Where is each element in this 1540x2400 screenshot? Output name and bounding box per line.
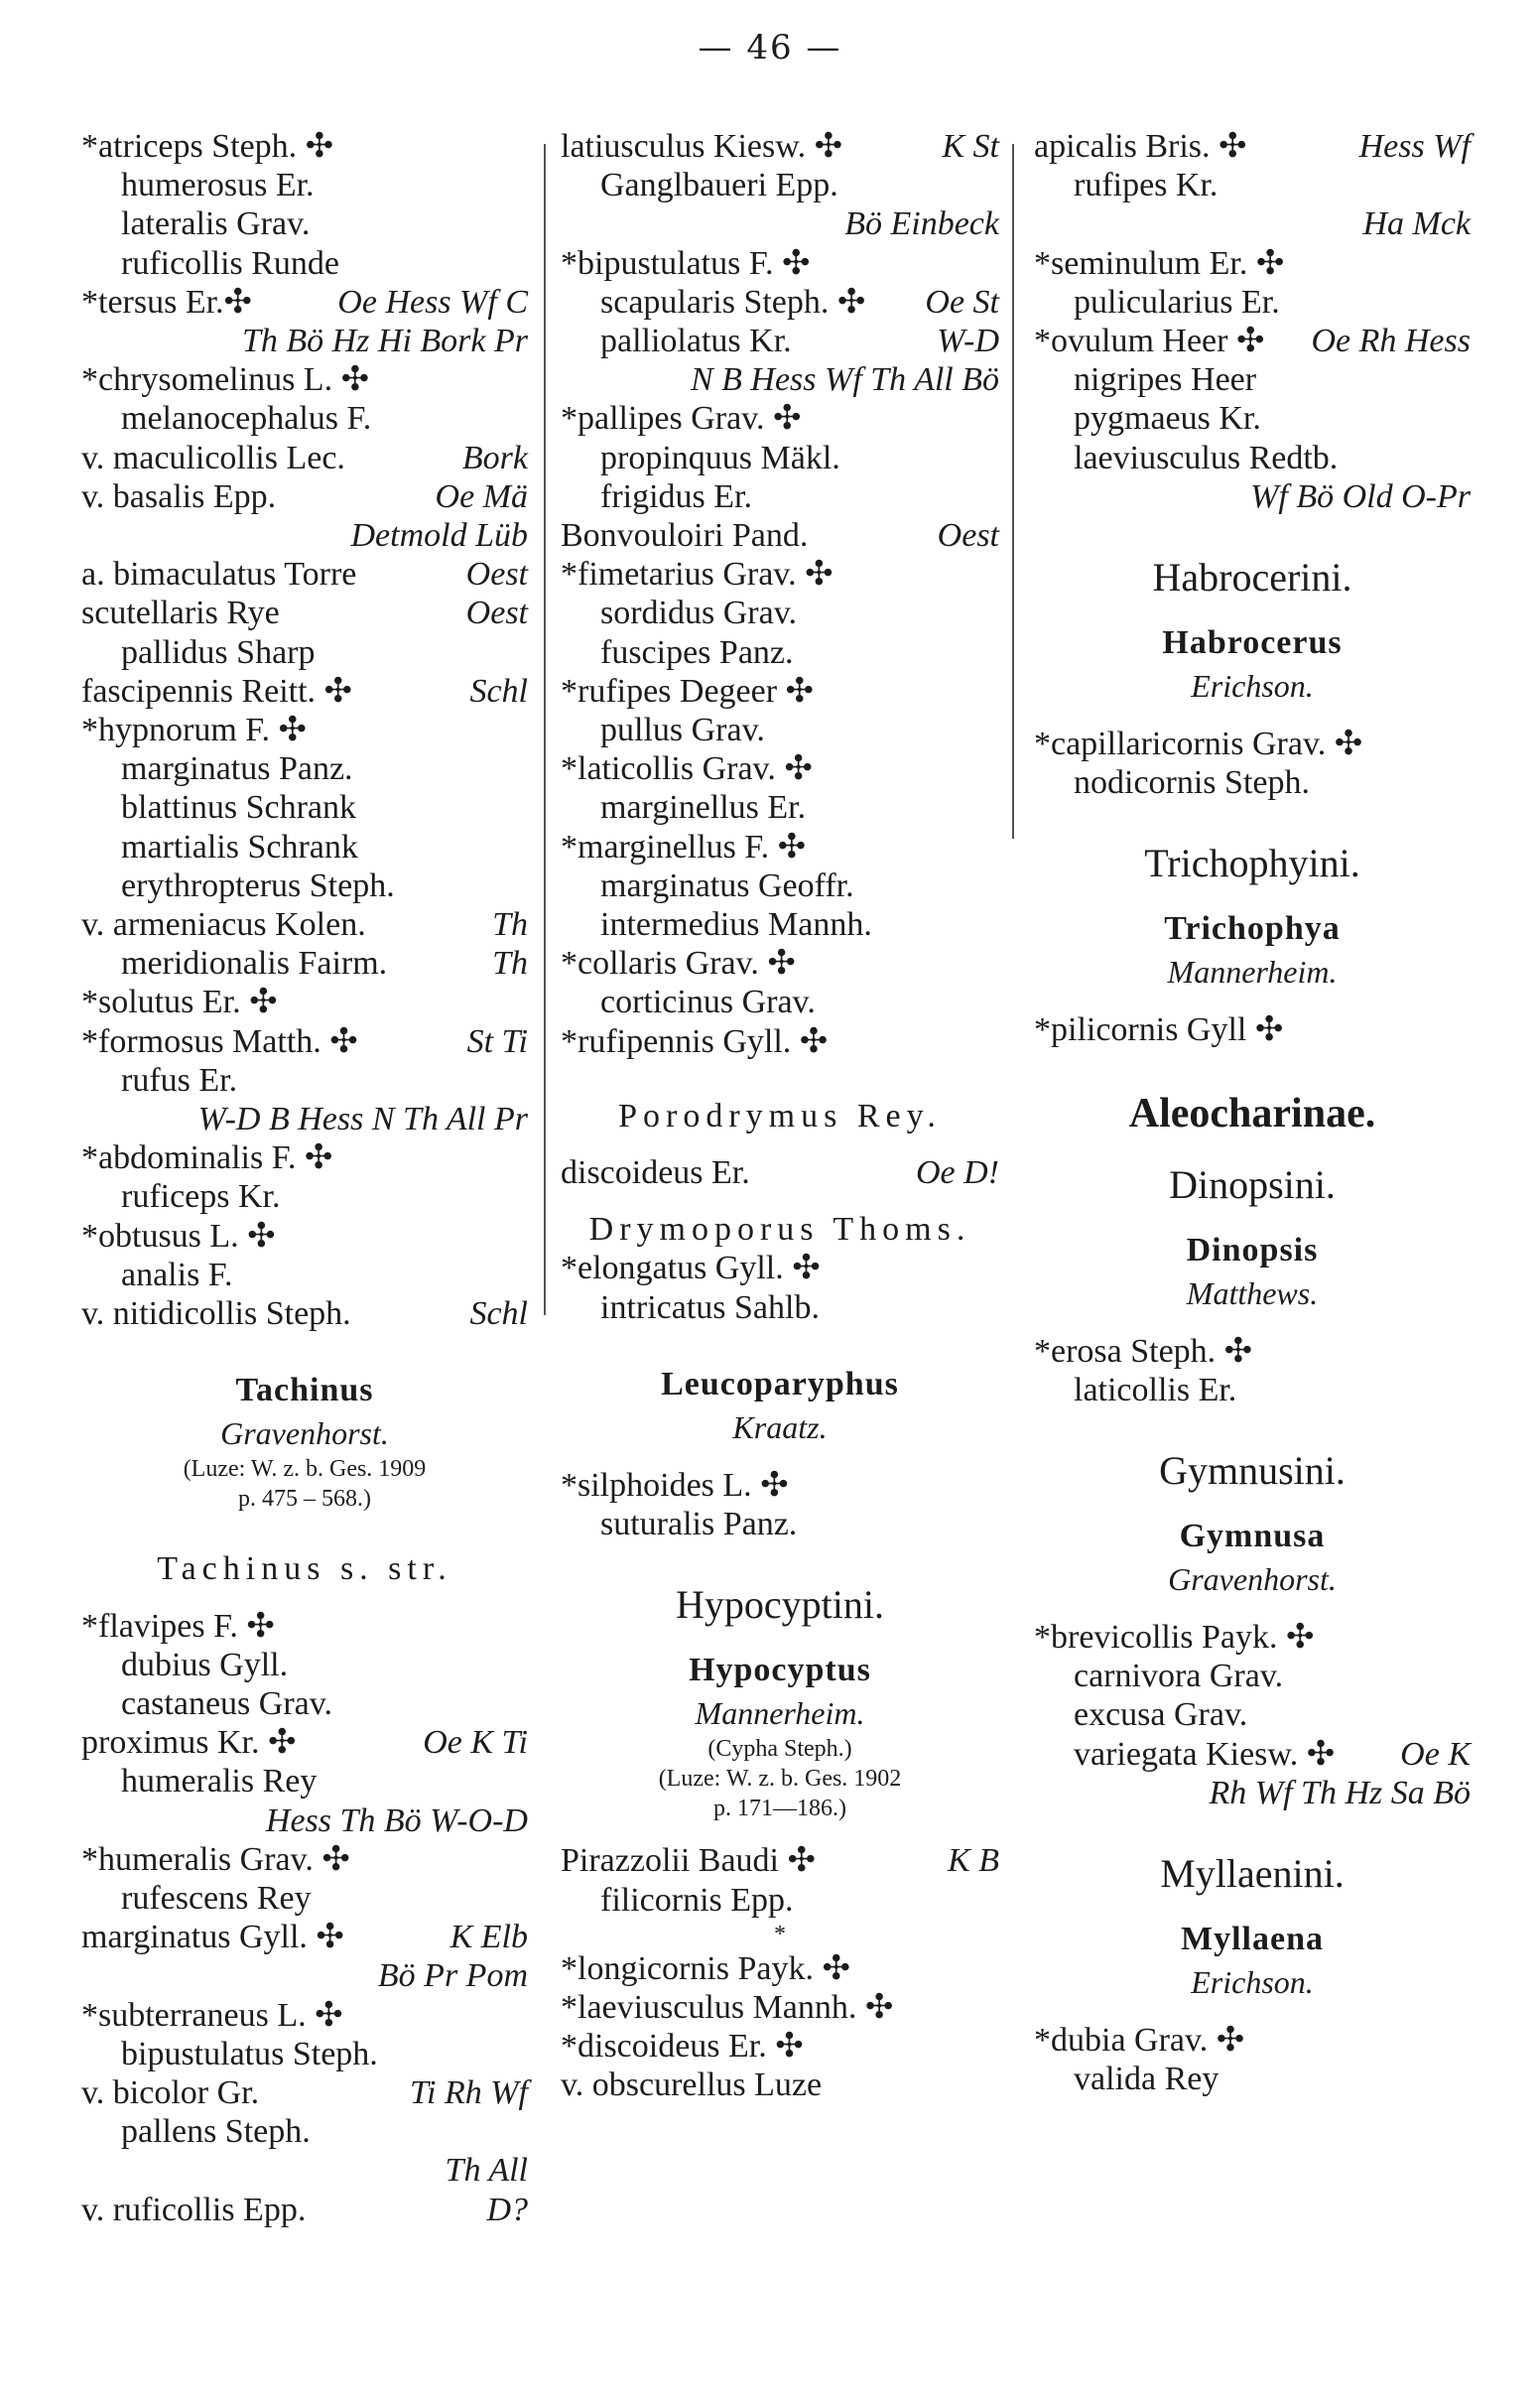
- species-entry: [81, 594, 528, 632]
- species-name: Th All: [445, 2152, 528, 2190]
- species-name: pulicularius Er.: [1074, 283, 1280, 321]
- distribution-line: [81, 516, 528, 555]
- species-entry: [1034, 2060, 1471, 2098]
- species-entry: [81, 1723, 528, 1762]
- species-entry: [1034, 166, 1471, 204]
- species-name: v. basalis Epp.: [81, 477, 277, 515]
- species-name: v. nitidicollis Steph.: [81, 1295, 351, 1333]
- species-name: meridionalis Fairm.: [121, 945, 388, 983]
- species-entry: [81, 1217, 528, 1256]
- species-entry: [561, 244, 999, 283]
- species-entry: [81, 672, 528, 711]
- locality-codes: Th: [492, 906, 528, 944]
- species-name: *formosus Matth. ✣: [81, 1022, 358, 1060]
- genus-author: Erichson.: [1191, 668, 1314, 705]
- species-name: pallidus Sharp: [121, 633, 316, 671]
- species-entry: [81, 283, 528, 322]
- species-entry: [1034, 2021, 1471, 2060]
- species-name: v. armeniacus Kolen.: [81, 906, 366, 944]
- species-name: Wf Bö Old O-Pr: [1250, 477, 1471, 515]
- species-name: *dubia Grav. ✣: [1034, 2022, 1245, 2060]
- distribution-line: [1034, 477, 1471, 516]
- species-name: dubius Gyll.: [121, 1646, 289, 1683]
- species-name: rufescens Rey: [121, 1879, 312, 1917]
- species-name: ruficeps Kr.: [121, 1178, 281, 1216]
- species-name: *collaris Grav. ✣: [561, 945, 796, 983]
- distribution-line: [1034, 1774, 1471, 1812]
- species-name: nodicornis Steph.: [1074, 764, 1310, 802]
- spacer: [1034, 1409, 1471, 1445]
- species-name: Hess Th Bö W-O-D: [265, 1801, 528, 1839]
- species-entry: [81, 1879, 528, 1918]
- subfamily-heading: Aleocharinae.: [1128, 1090, 1376, 1136]
- page-number: — 46 —: [698, 28, 842, 67]
- species-entry: [81, 1061, 528, 1100]
- locality-codes: Oe Hess Wf C: [337, 283, 528, 321]
- species-name: *erosa Steph. ✣: [1034, 1332, 1253, 1370]
- species-entry: [561, 711, 999, 749]
- subgenus-heading: Drymoporus Thoms.: [588, 1211, 971, 1249]
- distribution-line: [561, 360, 999, 399]
- locality-codes: K Elb: [449, 1919, 528, 1956]
- reference-note: (Luze: W. z. b. Ges. 1909: [183, 1456, 427, 1483]
- tribe-heading: Myllaenini.: [1160, 1851, 1345, 1897]
- distribution-line: [81, 1801, 528, 1840]
- species-name: *fimetarius Grav. ✣: [561, 556, 834, 594]
- species-name: *discoideus Er. ✣: [561, 2028, 804, 2066]
- species-entry: [561, 1153, 999, 1192]
- tribe-heading: Dinopsini.: [1169, 1161, 1336, 1207]
- species-name: *marginellus F. ✣: [561, 828, 807, 866]
- species-name: fascipennis Reitt. ✣: [81, 672, 353, 710]
- tribe-heading: Gymnusini.: [1159, 1448, 1346, 1494]
- species-name: Ganglbaueri Epp.: [600, 167, 838, 204]
- species-name: analis F.: [121, 1256, 233, 1293]
- species-name: suturalis Panz.: [600, 1506, 798, 1543]
- species-entry: [561, 905, 999, 944]
- species-entry: [1034, 439, 1471, 477]
- species-name: ruficollis Runde: [121, 244, 340, 282]
- column-rule: [1012, 144, 1014, 839]
- locality-codes: Bork: [461, 439, 528, 476]
- species-entry: [81, 2035, 528, 2073]
- species-name: *humeralis Grav. ✣: [81, 1840, 350, 1878]
- distribution-line: [81, 1100, 528, 1138]
- column-left: [81, 127, 528, 2229]
- reference-note: (Cypha Steph.): [707, 1736, 852, 1763]
- spacer: [1034, 1314, 1471, 1332]
- spacer: [561, 1135, 999, 1153]
- column-middle: [561, 127, 999, 2105]
- genus-author: Gravenhorst.: [1168, 1561, 1337, 1598]
- species-entry: [1034, 1618, 1471, 1657]
- spacer: [1034, 1141, 1471, 1159]
- species-entry: [81, 439, 528, 477]
- species-entry: [81, 1022, 528, 1061]
- spacer: [1034, 2003, 1471, 2021]
- species-name: excusa Grav.: [1074, 1696, 1248, 1734]
- species-name: erythropterus Steph.: [121, 867, 395, 904]
- species-entry: [81, 2112, 528, 2151]
- tribe-heading: Habrocerini.: [1152, 555, 1352, 600]
- species-name: *rufipes Degeer ✣: [561, 672, 815, 710]
- spacer: [561, 1543, 999, 1579]
- species-name: bipustulatus Steph.: [121, 2035, 378, 2072]
- species-name: rufus Er.: [121, 1061, 238, 1099]
- species-name: a. bimaculatus Torre: [81, 556, 357, 594]
- spacer: [1034, 993, 1471, 1010]
- species-name: sordidus Grav.: [600, 595, 797, 632]
- locality-codes: Th: [492, 945, 528, 983]
- species-name: *bipustulatus F. ✣: [561, 244, 811, 282]
- spacer: [1034, 516, 1471, 552]
- locality-codes: Oe K: [1400, 1735, 1471, 1773]
- species-name: *silphoides L. ✣: [561, 1466, 789, 1504]
- species-entry: [561, 399, 999, 438]
- species-entry: [81, 1762, 528, 1800]
- species-entry: [1034, 1010, 1471, 1049]
- species-entry: [561, 477, 999, 516]
- species-entry: [561, 1881, 999, 1920]
- species-name: Bonvouloiri Pand.: [561, 517, 809, 555]
- species-entry: [561, 1288, 999, 1327]
- species-name: v. maculicollis Lec.: [81, 439, 345, 476]
- species-entry: [81, 1684, 528, 1723]
- tribe-heading: Trichophyini.: [1144, 841, 1360, 886]
- spacer: [1034, 707, 1471, 725]
- species-entry: [1034, 322, 1471, 360]
- species-entry: [81, 1840, 528, 1879]
- species-entry: [81, 1177, 528, 1216]
- species-entry: [81, 867, 528, 905]
- species-entry: [1034, 360, 1471, 399]
- species-entry: [561, 1841, 999, 1880]
- species-name: marginellus Er.: [600, 789, 807, 827]
- species-name: discoideus Er.: [561, 1154, 750, 1192]
- locality-codes: Schl: [469, 1295, 528, 1333]
- genus-heading: Trichophya: [1164, 910, 1341, 948]
- reference-note: p. 475 – 568.): [238, 1486, 371, 1513]
- species-entry: [561, 555, 999, 594]
- species-entry: [81, 1646, 528, 1684]
- species-name: castaneus Grav.: [121, 1684, 333, 1722]
- species-entry: [561, 633, 999, 672]
- spacer: [561, 1327, 999, 1363]
- genus-author: Gravenhorst.: [220, 1415, 389, 1452]
- distribution-line: [81, 2151, 528, 2190]
- species-name: *hypnorum F. ✣: [81, 712, 307, 749]
- genus-author: Mannerheim.: [695, 1695, 865, 1732]
- species-entry: [81, 399, 528, 438]
- species-entry: [1034, 283, 1471, 322]
- species-entry: [561, 828, 999, 867]
- species-entry: [81, 477, 528, 516]
- species-name: humerosus Er.: [121, 167, 315, 204]
- locality-codes: Oe St: [925, 283, 999, 321]
- species-entry: [561, 867, 999, 905]
- species-name: lateralis Grav.: [121, 205, 311, 243]
- species-name: proximus Kr. ✣: [81, 1724, 297, 1762]
- species-name: valida Rey: [1074, 2061, 1219, 2098]
- species-entry: [561, 2027, 999, 2066]
- species-entry: [1034, 1332, 1471, 1371]
- species-name: *abdominalis F. ✣: [81, 1139, 333, 1177]
- species-entry: [561, 322, 999, 360]
- species-name: *laticollis Grav. ✣: [561, 750, 813, 788]
- species-entry: [1034, 399, 1471, 438]
- species-name: humeralis Rey: [121, 1763, 318, 1800]
- species-entry: [81, 244, 528, 283]
- species-name: Bö Pr Pom: [377, 1957, 528, 1995]
- species-name: frigidus Er.: [600, 477, 752, 515]
- species-entry: [561, 439, 999, 477]
- species-name: *laeviusculus Mannh. ✣: [561, 1988, 894, 2026]
- subgenus-heading: Porodrymus Rey.: [618, 1097, 942, 1134]
- species-name: N B Hess Wf Th All Bö: [690, 361, 999, 399]
- locality-codes: W-D: [937, 323, 999, 360]
- species-name: v. bicolor Gr.: [81, 2073, 260, 2111]
- asterisk-mark: *: [774, 1921, 786, 1947]
- species-name: Rh Wf Th Hz Sa Bö: [1209, 1774, 1471, 1811]
- spacer: [1034, 1050, 1471, 1086]
- species-name: carnivora Grav.: [1074, 1658, 1284, 1695]
- genus-heading: Tachinus: [235, 1372, 374, 1409]
- genus-heading: Gymnusa: [1179, 1518, 1326, 1555]
- species-entry: [81, 633, 528, 672]
- spacer: [561, 1631, 999, 1649]
- species-name: laeviusculus Redtb.: [1074, 439, 1339, 476]
- species-name: *subterraneus L. ✣: [81, 1996, 343, 2034]
- distribution-line: [81, 1956, 528, 1995]
- species-entry: [81, 1918, 528, 1956]
- species-name: *pilicornis Gyll ✣: [1034, 1011, 1284, 1049]
- locality-codes: D?: [486, 2191, 528, 2228]
- species-name: *capillaricornis Grav. ✣: [1034, 726, 1363, 763]
- species-name: apicalis Bris. ✣: [1034, 128, 1247, 165]
- species-name: marginatus Geoffr.: [600, 867, 854, 904]
- species-entry: [81, 1996, 528, 2035]
- spacer: [561, 1061, 999, 1097]
- species-entry: [81, 204, 528, 243]
- species-name: v. obscurellus Luze: [561, 2067, 823, 2104]
- species-entry: [81, 1607, 528, 1646]
- species-name: intricatus Sahlb.: [600, 1288, 820, 1326]
- column-right: [1034, 127, 1471, 2098]
- spacer: [561, 1448, 999, 1466]
- species-entry: [561, 2066, 999, 2104]
- species-entry: [81, 905, 528, 944]
- reference-note: p. 171—186.): [713, 1796, 846, 1822]
- species-name: Pirazzolii Baudi ✣: [561, 1842, 816, 1880]
- species-name: Bö Einbeck: [844, 205, 999, 243]
- species-name: *ovulum Heer ✣: [1034, 323, 1265, 360]
- distribution-line: [561, 204, 999, 243]
- spacer: [81, 1333, 528, 1369]
- species-name: W-D B Hess N Th All Pr: [197, 1101, 528, 1138]
- species-name: *longicornis Payk. ✣: [561, 1949, 850, 1987]
- spacer: [81, 1589, 528, 1607]
- locality-codes: Oe Rh Hess: [1311, 323, 1471, 360]
- species-name: laticollis Er.: [1074, 1371, 1237, 1408]
- species-entry: [561, 1022, 999, 1061]
- species-name: scutellaris Rye: [81, 595, 280, 632]
- species-name: *elongatus Gyll. ✣: [561, 1250, 821, 1287]
- locality-codes: St Ti: [466, 1022, 528, 1060]
- species-name: variegata Kiesw. ✣: [1074, 1735, 1336, 1773]
- spacer: [1034, 1211, 1471, 1229]
- genus-author: Erichson.: [1191, 1964, 1314, 2001]
- locality-codes: Oest: [937, 517, 999, 555]
- species-entry: [81, 2073, 528, 2112]
- species-name: corticinus Grav.: [600, 984, 816, 1021]
- subgenus-heading: Tachinus s. str.: [157, 1550, 452, 1588]
- distribution-line: [81, 322, 528, 360]
- species-entry: [1034, 1371, 1471, 1409]
- species-entry: [561, 749, 999, 788]
- locality-codes: Ti Rh Wf: [409, 2073, 528, 2111]
- genus-heading: Hypocyptus: [689, 1652, 871, 1689]
- locality-codes: Schl: [469, 672, 528, 710]
- species-entry: [81, 983, 528, 1021]
- species-entry: [561, 1949, 999, 1988]
- spacer: [1034, 603, 1471, 621]
- spacer: [1034, 1497, 1471, 1515]
- species-name: propinquus Mäkl.: [600, 439, 840, 476]
- species-entry: [81, 1138, 528, 1177]
- species-name: Detmold Lüb: [350, 517, 528, 555]
- species-name: scapularis Steph. ✣: [600, 283, 866, 321]
- genus-heading: Habrocerus: [1162, 624, 1343, 662]
- species-entry: [81, 555, 528, 594]
- species-name: *brevicollis Payk. ✣: [1034, 1619, 1315, 1657]
- species-entry: [1034, 244, 1471, 283]
- species-entry: [1034, 1735, 1471, 1774]
- species-name: *seminulum Er. ✣: [1034, 244, 1285, 282]
- species-name: v. ruficollis Epp.: [81, 2191, 307, 2228]
- species-name: *flavipes F. ✣: [81, 1607, 275, 1645]
- species-entry: [81, 711, 528, 749]
- tribe-heading: Hypocyptini.: [676, 1582, 884, 1628]
- genus-author: Kraatz.: [732, 1408, 828, 1445]
- species-name: Th Bö Hz Hi Bork Pr: [241, 323, 528, 360]
- species-name: *obtusus L. ✣: [81, 1217, 276, 1255]
- species-name: *tersus Er.✣: [81, 283, 253, 321]
- species-entry: [561, 1988, 999, 2027]
- species-name: *chrysomelinus L. ✣: [81, 361, 370, 399]
- column-rule: [544, 144, 546, 1315]
- species-name: intermedius Mannh.: [600, 906, 872, 944]
- spacer: [1034, 889, 1471, 907]
- species-name: marginatus Panz.: [121, 750, 353, 788]
- spacer: [1034, 1600, 1471, 1618]
- genus-heading: Myllaena: [1181, 1921, 1324, 1958]
- species-name: latiusculus Kiesw. ✣: [561, 128, 843, 165]
- species-name: nigripes Heer: [1074, 361, 1257, 399]
- species-entry: [1034, 763, 1471, 802]
- species-name: rufipes Kr.: [1074, 167, 1219, 204]
- species-entry: [1034, 127, 1471, 166]
- spacer: [561, 1192, 999, 1210]
- species-name: fuscipes Panz.: [600, 633, 794, 671]
- locality-codes: Oest: [465, 556, 528, 594]
- genus-author: Matthews.: [1186, 1274, 1319, 1311]
- genus-heading: Leucoparyphus: [661, 1365, 899, 1402]
- locality-codes: K B: [948, 1842, 999, 1880]
- species-entry: [561, 672, 999, 711]
- species-name: *rufipennis Gyll. ✣: [561, 1022, 829, 1060]
- species-entry: [81, 944, 528, 983]
- species-entry: [81, 360, 528, 399]
- species-name: palliolatus Kr.: [600, 323, 792, 360]
- species-entry: [1034, 725, 1471, 763]
- reference-note: (Luze: W. z. b. Ges. 1902: [658, 1766, 902, 1793]
- species-name: martialis Schrank: [121, 828, 358, 866]
- species-name: pallens Steph.: [121, 2113, 311, 2151]
- locality-codes: Oe Mä: [435, 477, 528, 515]
- species-entry: [561, 127, 999, 166]
- species-entry: [561, 983, 999, 1021]
- locality-codes: Oe K Ti: [423, 1724, 528, 1762]
- species-entry: [81, 749, 528, 788]
- species-name: filicornis Epp.: [600, 1881, 794, 1919]
- locality-codes: Oe D!: [915, 1154, 999, 1192]
- species-entry: [561, 1249, 999, 1287]
- species-entry: [81, 2191, 528, 2229]
- species-entry: [1034, 1695, 1471, 1734]
- spacer: [561, 1823, 999, 1841]
- species-entry: [561, 788, 999, 827]
- locality-codes: K St: [942, 128, 999, 165]
- species-entry: [561, 516, 999, 555]
- species-name: pygmaeus Kr.: [1074, 400, 1261, 438]
- spacer: [1034, 1900, 1471, 1918]
- species-name: *atriceps Steph. ✣: [81, 128, 334, 165]
- locality-codes: Hess Wf: [1358, 128, 1471, 165]
- species-entry: [81, 1256, 528, 1294]
- locality-codes: Oest: [465, 595, 528, 632]
- species-entry: [81, 127, 528, 166]
- species-entry: [561, 1466, 999, 1505]
- genus-author: Mannerheim.: [1167, 954, 1338, 991]
- species-name: *pallipes Grav. ✣: [561, 400, 802, 438]
- distribution-line: [1034, 204, 1471, 243]
- species-entry: [81, 788, 528, 827]
- genus-heading: Dinopsis: [1186, 1231, 1319, 1268]
- species-name: Ha Mck: [1362, 205, 1471, 243]
- spacer: [1034, 1812, 1471, 1848]
- species-name: melanocephalus F.: [121, 400, 372, 438]
- species-entry: [81, 1294, 528, 1333]
- species-entry: [561, 944, 999, 983]
- species-name: blattinus Schrank: [121, 789, 357, 827]
- species-name: *solutus Er. ✣: [81, 984, 278, 1021]
- species-entry: [1034, 1657, 1471, 1695]
- spacer: [81, 1514, 528, 1549]
- species-entry: [81, 828, 528, 867]
- species-name: pullus Grav.: [600, 712, 765, 749]
- species-entry: [561, 1505, 999, 1543]
- species-entry: [561, 594, 999, 632]
- species-entry: [561, 166, 999, 204]
- species-entry: [81, 166, 528, 204]
- spacer: [1034, 802, 1471, 838]
- species-name: marginatus Gyll. ✣: [81, 1919, 344, 1956]
- species-entry: [561, 283, 999, 322]
